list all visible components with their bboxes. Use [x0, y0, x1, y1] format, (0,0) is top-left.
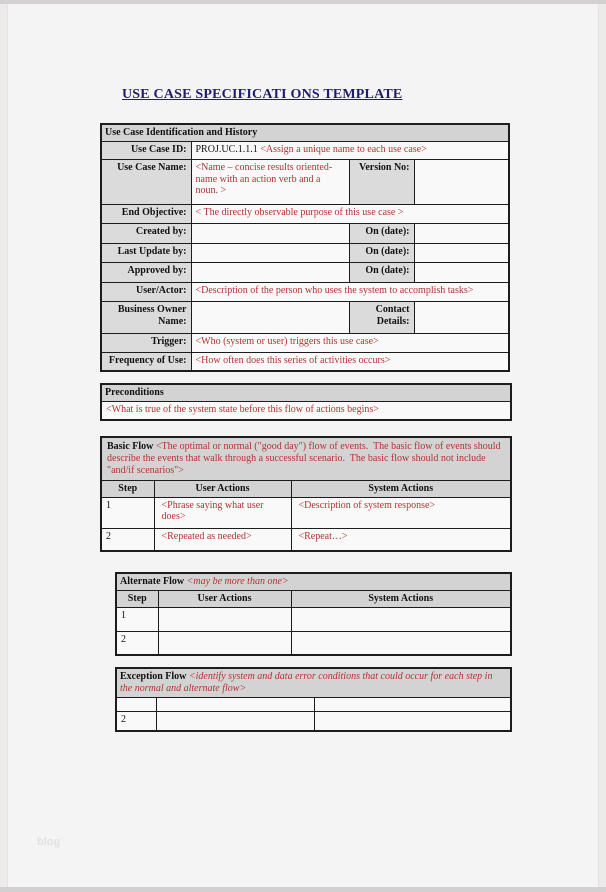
- exception-flow-title: Exception Flow: [120, 671, 189, 682]
- trigger-row: [101, 333, 509, 352]
- alternate-flow-row-2: [116, 631, 511, 655]
- alt-row1-step: 1: [116, 607, 158, 631]
- alternate-flow-title: Alternate Flow: [120, 576, 187, 587]
- exc-row1-step: [116, 697, 156, 711]
- contact-details-value: [414, 301, 509, 333]
- exc-row2-system: [314, 711, 511, 731]
- exception-flow-table: [115, 667, 512, 732]
- version-no-label: Version No:: [349, 159, 414, 204]
- user-actor-label: User/Actor:: [101, 282, 191, 301]
- exception-flow-hint: <identify system and data error conditions that could occur for each step in the normal and alternate flow>: [120, 671, 493, 694]
- business-owner-row: [101, 301, 509, 333]
- exception-flow-title-cell: [116, 668, 511, 697]
- basic-flow-header-row: [101, 437, 511, 480]
- basic-flow-row-1: [101, 497, 511, 528]
- alt-row1-user: [158, 607, 291, 631]
- last-update-label: Last Update by:: [101, 243, 191, 262]
- alternate-flow-hint: <may be more than one>: [186, 576, 289, 587]
- created-by-row: [101, 223, 509, 243]
- last-update-value: [191, 243, 349, 262]
- exc-row1-user: [156, 697, 314, 711]
- alternate-flow-title-cell: [116, 573, 511, 590]
- use-case-name-label: Use Case Name:: [101, 159, 191, 204]
- created-on-value: [414, 223, 509, 243]
- exception-flow-row-2: [116, 711, 511, 731]
- exc-row1-system: [314, 697, 511, 711]
- created-on-label: On (date):: [349, 223, 414, 243]
- last-update-on-value: [414, 243, 509, 262]
- alt-row1-system: [291, 607, 511, 631]
- alt-row2-user: [158, 631, 291, 655]
- basic-step-header: Step: [101, 480, 154, 497]
- identification-table: [100, 123, 510, 372]
- user-actor-row: [101, 282, 509, 301]
- use-case-id-row: [101, 141, 509, 159]
- basic-flow-column-header-row: [101, 480, 511, 497]
- preconditions-content-row: [101, 401, 511, 420]
- approved-by-row: [101, 262, 509, 282]
- frame-bottom-strip: [0, 887, 606, 892]
- preconditions-header-row: [101, 384, 511, 401]
- basic-row2-system: <Repeat…>: [291, 528, 511, 551]
- alt-step-header: Step: [116, 590, 158, 607]
- version-no-value: [414, 159, 509, 204]
- alt-user-actions-header: User Actions: [158, 590, 291, 607]
- basic-row1-step: 1: [101, 497, 154, 528]
- trigger-hint: <Who (system or user) triggers this use case>: [191, 333, 509, 352]
- frequency-label: Frequency of Use:: [101, 352, 191, 371]
- created-by-label: Created by:: [101, 223, 191, 243]
- preconditions-hint: <What is true of the system state before this flow of actions begins>: [101, 401, 511, 420]
- alternate-flow-row-1: [116, 607, 511, 631]
- exc-row2-user: [156, 711, 314, 731]
- section-header-row: [101, 124, 509, 141]
- basic-system-actions-header: System Actions: [291, 480, 511, 497]
- basic-row1-user: <Phrase saying what user does>: [154, 497, 291, 528]
- created-by-value: [191, 223, 349, 243]
- contact-details-label: Contact Details:: [349, 301, 414, 333]
- approved-by-label: Approved by:: [101, 262, 191, 282]
- alternate-flow-column-header-row: [116, 590, 511, 607]
- basic-row2-user: <Repeated as needed>: [154, 528, 291, 551]
- use-case-name-hint: <Name – concise results oriented-name with an action verb and a noun. >: [191, 159, 349, 204]
- preconditions-table: [100, 383, 512, 421]
- use-case-id-label: Use Case ID:: [101, 141, 191, 159]
- basic-row2-step: 2: [101, 528, 154, 551]
- document-title: USE CASE SPECIFICATI ONS TEMPLATE: [122, 87, 403, 102]
- business-owner-label: Business Owner Name:: [101, 301, 191, 333]
- blog-watermark: blog: [37, 836, 61, 848]
- basic-flow-title-cell: [101, 437, 511, 480]
- use-case-id-hint: <Assign a unique name to each use case>: [260, 143, 427, 155]
- use-case-name-row: [101, 159, 509, 204]
- user-actor-hint: <Description of the person who uses the system to accomplish tasks>: [191, 282, 509, 301]
- exc-row2-step: 2: [116, 711, 156, 731]
- business-owner-value: [191, 301, 349, 333]
- exception-flow-row-1: [116, 697, 511, 711]
- basic-flow-row-2: [101, 528, 511, 551]
- basic-flow-title: Basic Flow: [107, 441, 156, 452]
- end-objective-row: [101, 204, 509, 223]
- basic-flow-table: [100, 436, 512, 552]
- approved-on-value: [414, 262, 509, 282]
- last-update-on-label: On (date):: [349, 243, 414, 262]
- alternate-flow-table: [115, 572, 512, 656]
- basic-user-actions-header: User Actions: [154, 480, 291, 497]
- end-objective-hint: < The directly observable purpose of this use case >: [191, 204, 509, 223]
- basic-row1-system: <Description of system response>: [291, 497, 511, 528]
- approved-on-label: On (date):: [349, 262, 414, 282]
- trigger-label: Trigger:: [101, 333, 191, 352]
- section-title: Use Case Identification and History: [101, 124, 509, 141]
- basic-flow-hint: <The optimal or normal ("good day") flow of events. The basic flow of events should describe the events that walk through a successful scenario. The basic flow should not include "and/if scenarios">: [107, 441, 504, 476]
- use-case-id-code: PROJ.UC.1.1.1: [195, 143, 261, 155]
- frequency-hint: <How often does this series of activities occurs>: [191, 352, 509, 371]
- last-update-row: [101, 243, 509, 262]
- frequency-row: [101, 352, 509, 371]
- alternate-flow-header-row: [116, 573, 511, 590]
- use-case-id-value: [191, 141, 509, 159]
- preconditions-title: Preconditions: [101, 384, 511, 401]
- alt-row2-system: [291, 631, 511, 655]
- alt-row2-step: 2: [116, 631, 158, 655]
- approved-by-value: [191, 262, 349, 282]
- exception-flow-header-row: [116, 668, 511, 697]
- end-objective-label: End Objective:: [101, 204, 191, 223]
- alt-system-actions-header: System Actions: [291, 590, 511, 607]
